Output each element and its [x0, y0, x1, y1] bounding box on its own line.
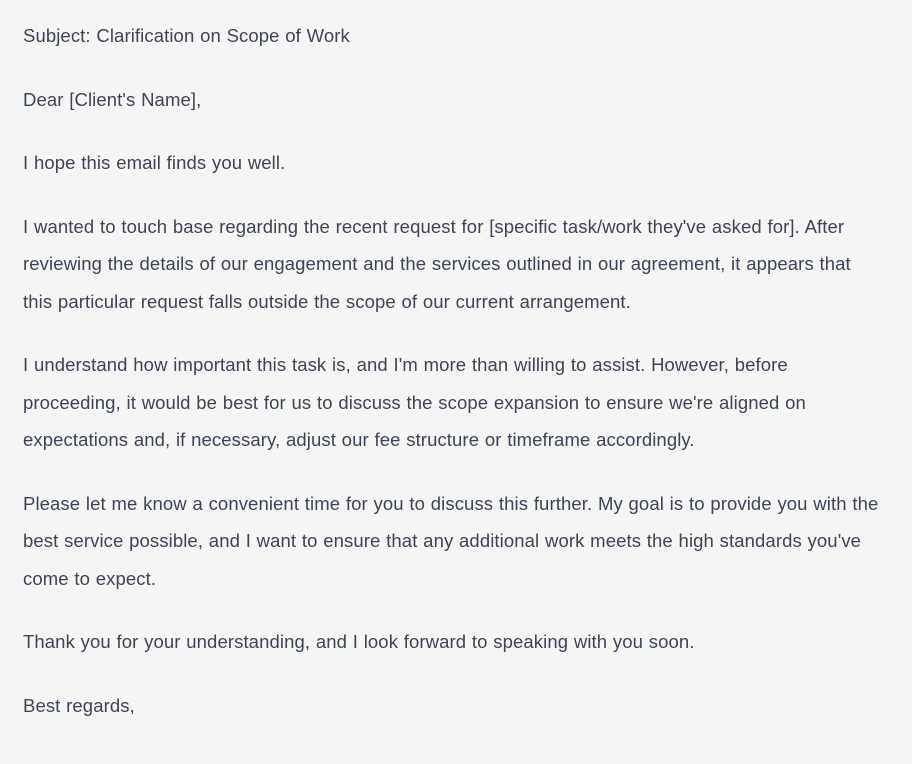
email-opening-line: I hope this email finds you well.: [23, 152, 286, 173]
email-paragraph-followup: Please let me know a convenient time for you to discuss this further. My goal is to provide you with the best service possible, and I want to ensure that any additional work meets the high standards you've come to expect.: [23, 492, 879, 589]
email-paragraph-willing: I understand how important this task is, and I'm more than willing to assist. However, before proceeding, it would be best for us to discuss the scope expansion to ensure we're aligned on expectations and, if necessary, adjust our fee structure or timeframe accordingly.: [23, 354, 806, 450]
email-paragraph-thanks: Thank you for your understanding, and I look forward to speaking with you soon.: [23, 631, 695, 652]
email-paragraph-scope: I wanted to touch base regarding the recent request for [specific task/work they've asked for]. After reviewing the details of our engagement and the services outlined in our agreement, it appears that this particular request falls outside the scope of our current arrangement.: [23, 215, 851, 312]
email-greeting: Dear [Client's Name],: [23, 88, 202, 110]
email-signoff: Best regards,: [23, 694, 135, 716]
email-subject-line: Subject: Clarification on Scope of Work: [23, 25, 350, 46]
